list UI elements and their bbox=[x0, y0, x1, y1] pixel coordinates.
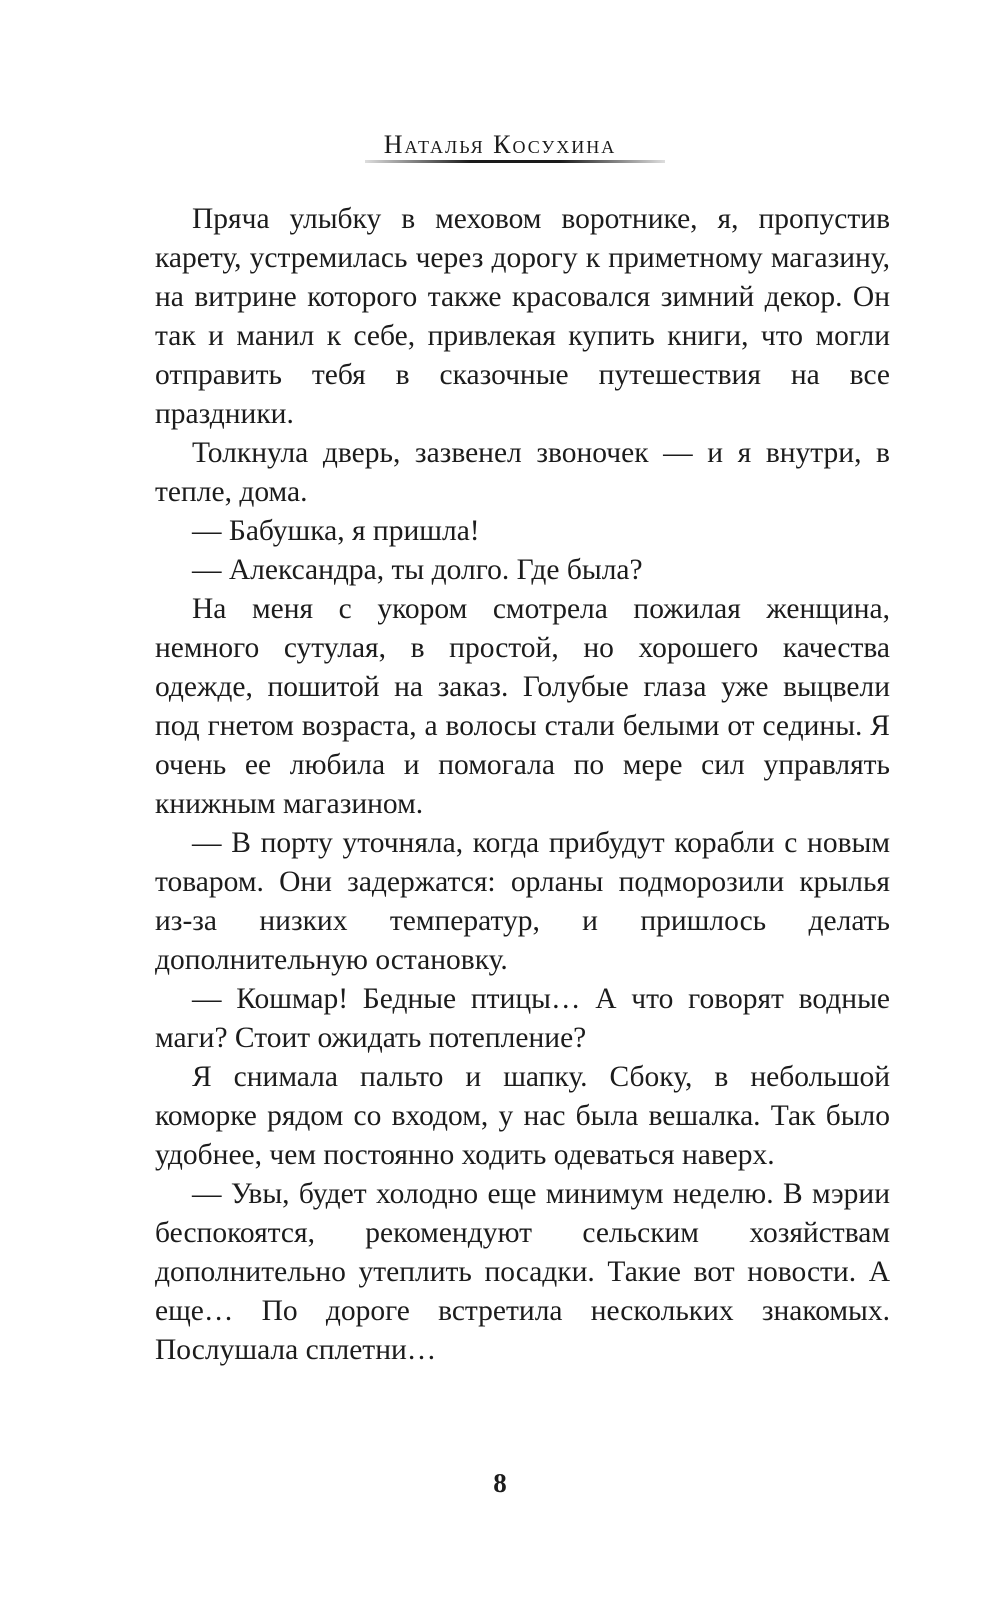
dialogue-line: — В порту уточняла, когда прибудут корабли с новым товаром. Они задержатся: орланы подморозили крылья из-за низких температур, и пришлось делать дополнительную остановку. bbox=[155, 827, 890, 976]
paragraph: Пряча улыбку в меховом воротнике, я, пропустив карету, устремилась через дорогу к приметному магазину, на витрине которого также красовался зимний декор. Он так и манил к себе, привлекая купить книги, что могли отправить тебя в сказочные путешествия на все праздники. bbox=[155, 203, 890, 430]
dialogue-line: — Увы, будет холодно еще минимум неделю. В мэрии беспокоятся, рекомендуют сельским хозяйствам дополнительно утеплить посадки. Такие вот новости. А еще… По дороге встретила нескольких знакомых. Послушала сплетни… bbox=[155, 1178, 890, 1366]
running-head-rule bbox=[365, 160, 665, 163]
dialogue-line: — Александра, ты долго. Где была? bbox=[192, 554, 643, 586]
body-text bbox=[155, 200, 890, 1370]
dialogue-line: — Бабушка, я пришла! bbox=[192, 515, 480, 547]
paragraph: Я снимала пальто и шапку. Сбоку, в небольшой коморке рядом со входом, у нас была вешалка. Так было удобнее, чем постоянно ходить одеваться наверх. bbox=[155, 1061, 890, 1171]
dialogue-line: — Кошмар! Бедные птицы… А что говорят водные маги? Стоит ожидать потепление? bbox=[155, 983, 890, 1054]
paragraph: Толкнула дверь, зазвенел звоночек — и я внутри, в тепле, дома. bbox=[155, 437, 890, 508]
running-head bbox=[0, 130, 1000, 160]
author-name: Наталья Косухина bbox=[383, 130, 617, 159]
page-number: 8 bbox=[493, 1468, 507, 1498]
paragraph: На меня с укором смотрела пожилая женщина, немного сутулая, в простой, но хорошего качества одежде, пошитой на заказ. Голубые глаза уже выцвели под гнетом возраста, а волосы стали белыми от седины. Я очень ее любила и помогала по мере сил управлять книжным магазином. bbox=[155, 593, 890, 820]
